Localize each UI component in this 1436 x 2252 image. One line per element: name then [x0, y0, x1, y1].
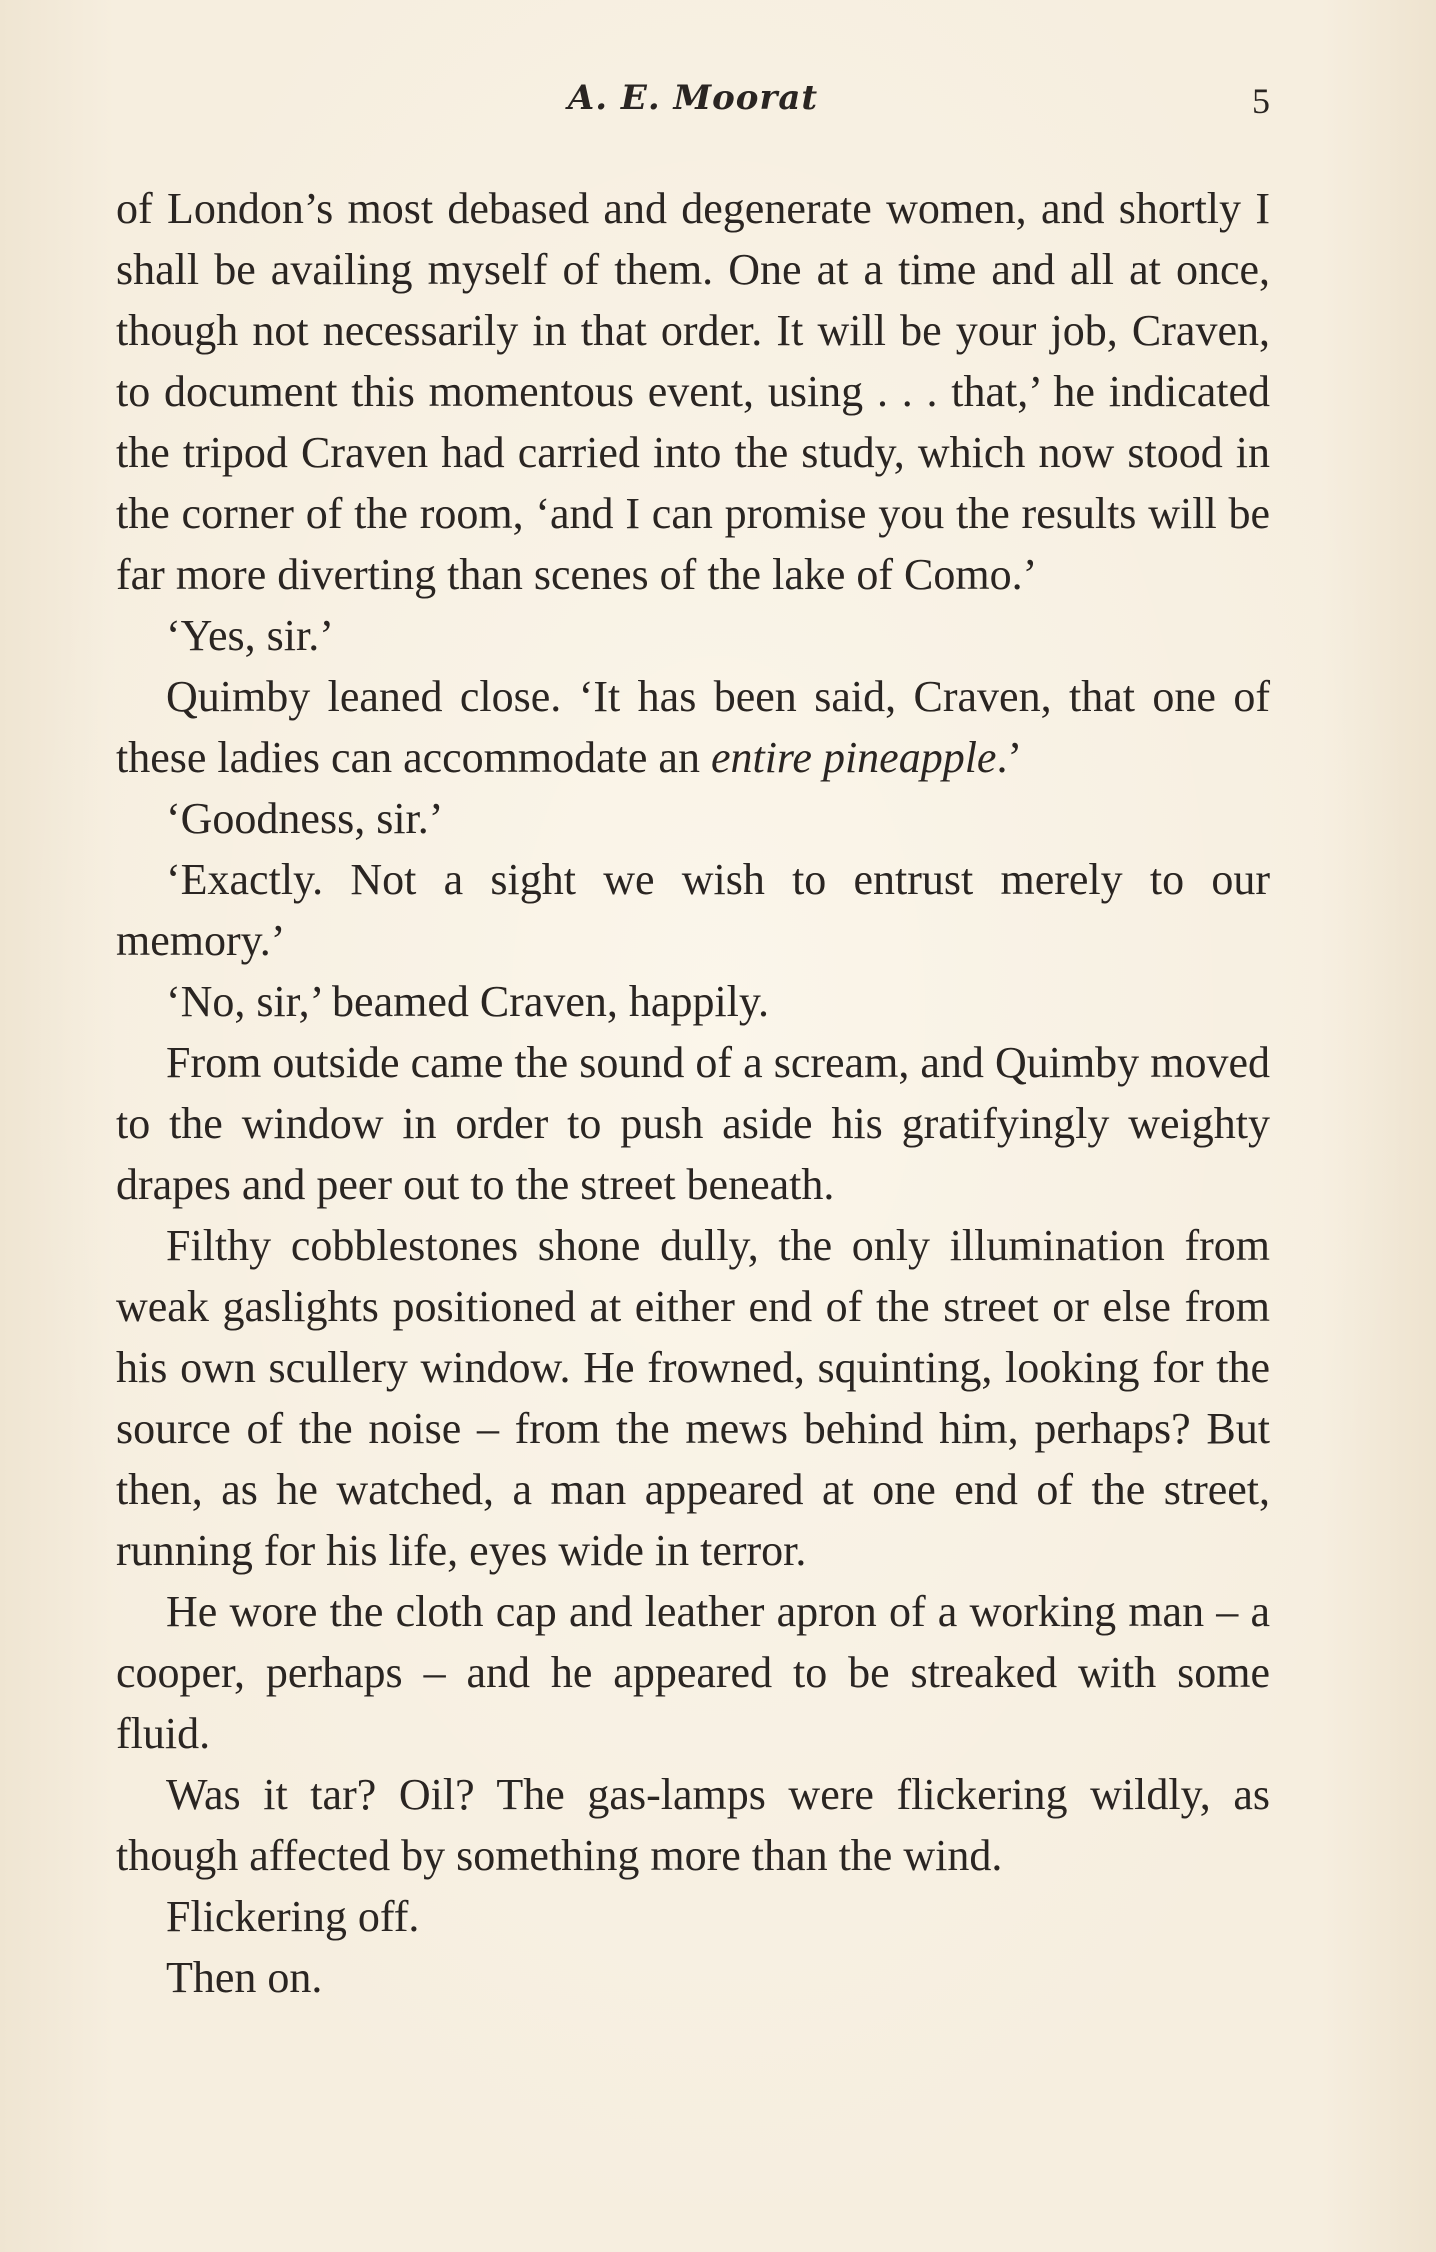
page-number: 5: [1252, 81, 1270, 121]
paragraph-text: .’: [996, 733, 1023, 782]
paragraph: Flickering off.: [166, 1892, 420, 1941]
emphasized-text: entire pineapple: [710, 733, 997, 782]
paragraph: Was it tar? Oil? The gas-lamps were flickering wildly, as though affected by something more than the wind.: [116, 1770, 1270, 1880]
paragraph: Filthy cobblestones shone dully, the only illumination from weak gaslights positioned at either end of the street or else from his own scullery window. He frowned, squinting, looking for the source of the noise – from the mews behind him, perhaps? But then, as he watched, a man appeared at one end of the street, running for his life, eyes wide in terror.: [116, 1221, 1270, 1575]
paragraph-text: Quimby leaned close. ‘It has been said, Craven, that one of these ladies can accommodate an: [116, 672, 1270, 782]
paragraph: Then on.: [166, 1953, 323, 2002]
paragraph: ‘No, sir,’ beamed Craven, happily.: [166, 977, 770, 1026]
paragraph: ‘Exactly. Not a sight we wish to entrust merely to our memory.’: [116, 855, 1270, 965]
body-text: [116, 178, 1270, 2008]
paragraph: [116, 666, 1270, 788]
page-header: [116, 78, 1270, 138]
running-head: A. E. Moorat: [567, 78, 819, 118]
paragraph: He wore the cloth cap and leather apron of a working man – a cooper, perhaps – and he appeared to be streaked with some fluid.: [116, 1587, 1270, 1758]
paragraph: of London’s most debased and degenerate women, and shortly I shall be availing myself of them. One at a time and all at once, though not necessarily in that order. It will be your job, Craven, to document this momentous event, using . . . that,’ he indicated the tripod Craven had carried into the study, which now stood in the corner of the room, ‘and I can promise you the results will be far more diverting than scenes of the lake of Como.’: [116, 184, 1270, 599]
paragraph: From outside came the sound of a scream, and Quimby moved to the window in order to push aside his gratifyingly weighty drapes and peer out to the street beneath.: [116, 1038, 1270, 1209]
paragraph: ‘Yes, sir.’: [166, 611, 334, 660]
paragraph: ‘Goodness, sir.’: [166, 794, 444, 843]
